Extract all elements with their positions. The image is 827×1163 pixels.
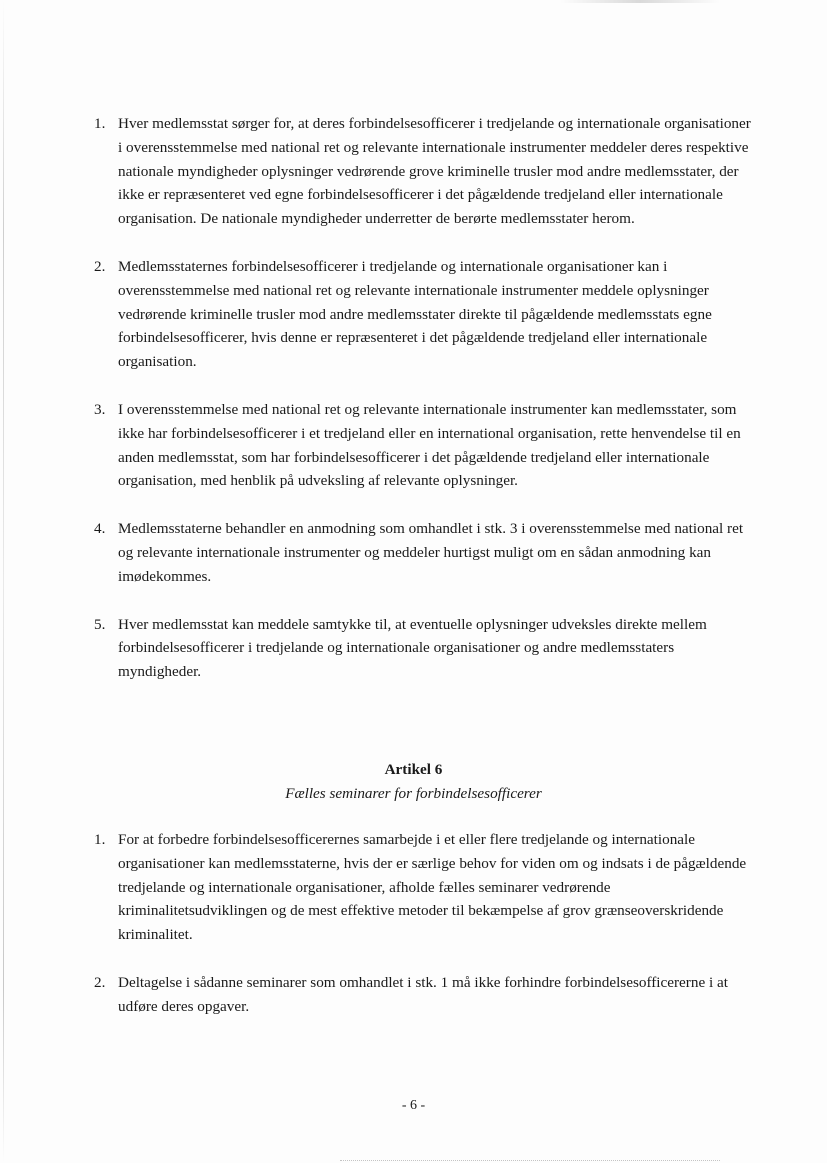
paragraph-list-article-6 (94, 828, 754, 1043)
list-item (94, 971, 754, 1019)
list-item (94, 828, 754, 947)
scan-edge-left (3, 0, 4, 1163)
item-number: 2. (94, 257, 106, 275)
item-number: 1. (94, 831, 106, 848)
paragraph-list-previous-article (94, 112, 754, 708)
item-number: 2. (94, 973, 106, 991)
list-item (94, 398, 754, 493)
item-number: 4. (94, 520, 106, 538)
article-title: Artikel 6 (384, 761, 443, 778)
scan-mark-top (560, 0, 720, 3)
item-number: 1. (94, 115, 106, 132)
list-item (94, 112, 754, 231)
list-item (94, 255, 754, 374)
item-text: I overensstemmelse med national ret og relevante internationale instrumenter kan medlemsstater, som ikke har forbindelsesofficerer i et tredjeland eller en international organisation, rette henvendelse til en anden medlemsstat, som har forbindelsesofficerer i det pågældende tredjeland eller internationale organisation, med henblik på udveksling af relevante oplysninger. (118, 400, 741, 490)
item-number: 5. (94, 615, 106, 633)
item-text: For at forbedre forbindelsesofficerernes samarbejde i et eller flere tredjelande og internationale organisationer kan medlemsstaterne, hvis der er særlige behov for viden om og indsats i de pågældende tredjelande og internationale organisationer, afholde fælles seminarer vedrørende kriminalitetsudviklingen og de mest effektive metoder til bekæmpelse af grov grænseoverskridende kriminalitet. (118, 831, 747, 944)
item-number: 3. (94, 400, 106, 418)
article-subtitle: Fælles seminarer for forbindelsesofficerer (285, 785, 542, 802)
list-item (94, 517, 754, 588)
list-item (94, 613, 754, 684)
item-text: Medlemsstaterne behandler en anmodning som omhandlet i stk. 3 i overensstemmelse med national ret og relevante internationale instrumenter og meddeler hurtigst muligt om en sådan anmodning kan imødekommes. (118, 520, 744, 585)
item-text: Hver medlemsstat sørger for, at deres forbindelsesofficerer i tredjelande og internationale organisationer i overensstemmelse med national ret og relevante internationale instrumenter meddeler deres respektive nationale myndigheder oplysninger vedrørende grove kriminelle trusler mod andre medlemsstater, der ikke er repræsenteret ved egne forbindelsesofficerer i det pågældende tredjeland eller internationale organisation. De nationale myndigheder underretter de berørte medlemsstater herom. (118, 115, 751, 228)
item-text: Medlemsstaternes forbindelsesofficerer i tredjelande og internationale organisationer kan i overensstemmelse med national ret og relevante internationale instrumenter meddele oplysninger vedrørende kriminelle trusler mod andre medlemsstater direkte til pågældende medlemsstats egne forbindelsesofficerer, hvis denne er repræsenteret i det pågældende tredjeland eller internationale organisation. (118, 257, 712, 371)
item-text: Deltagelse i sådanne seminarer som omhandlet i stk. 1 må ikke forhindre forbindelsesofficererne i at udføre deres opgaver. (118, 973, 728, 1015)
item-text: Hver medlemsstat kan meddele samtykke til, at eventuelle oplysninger udveksles direkte mellem forbindelsesofficerer i tredjelande og internationale organisationer og andre medlemsstaters myndigheder. (118, 615, 707, 681)
page-number: - 6 - (401, 1098, 426, 1113)
